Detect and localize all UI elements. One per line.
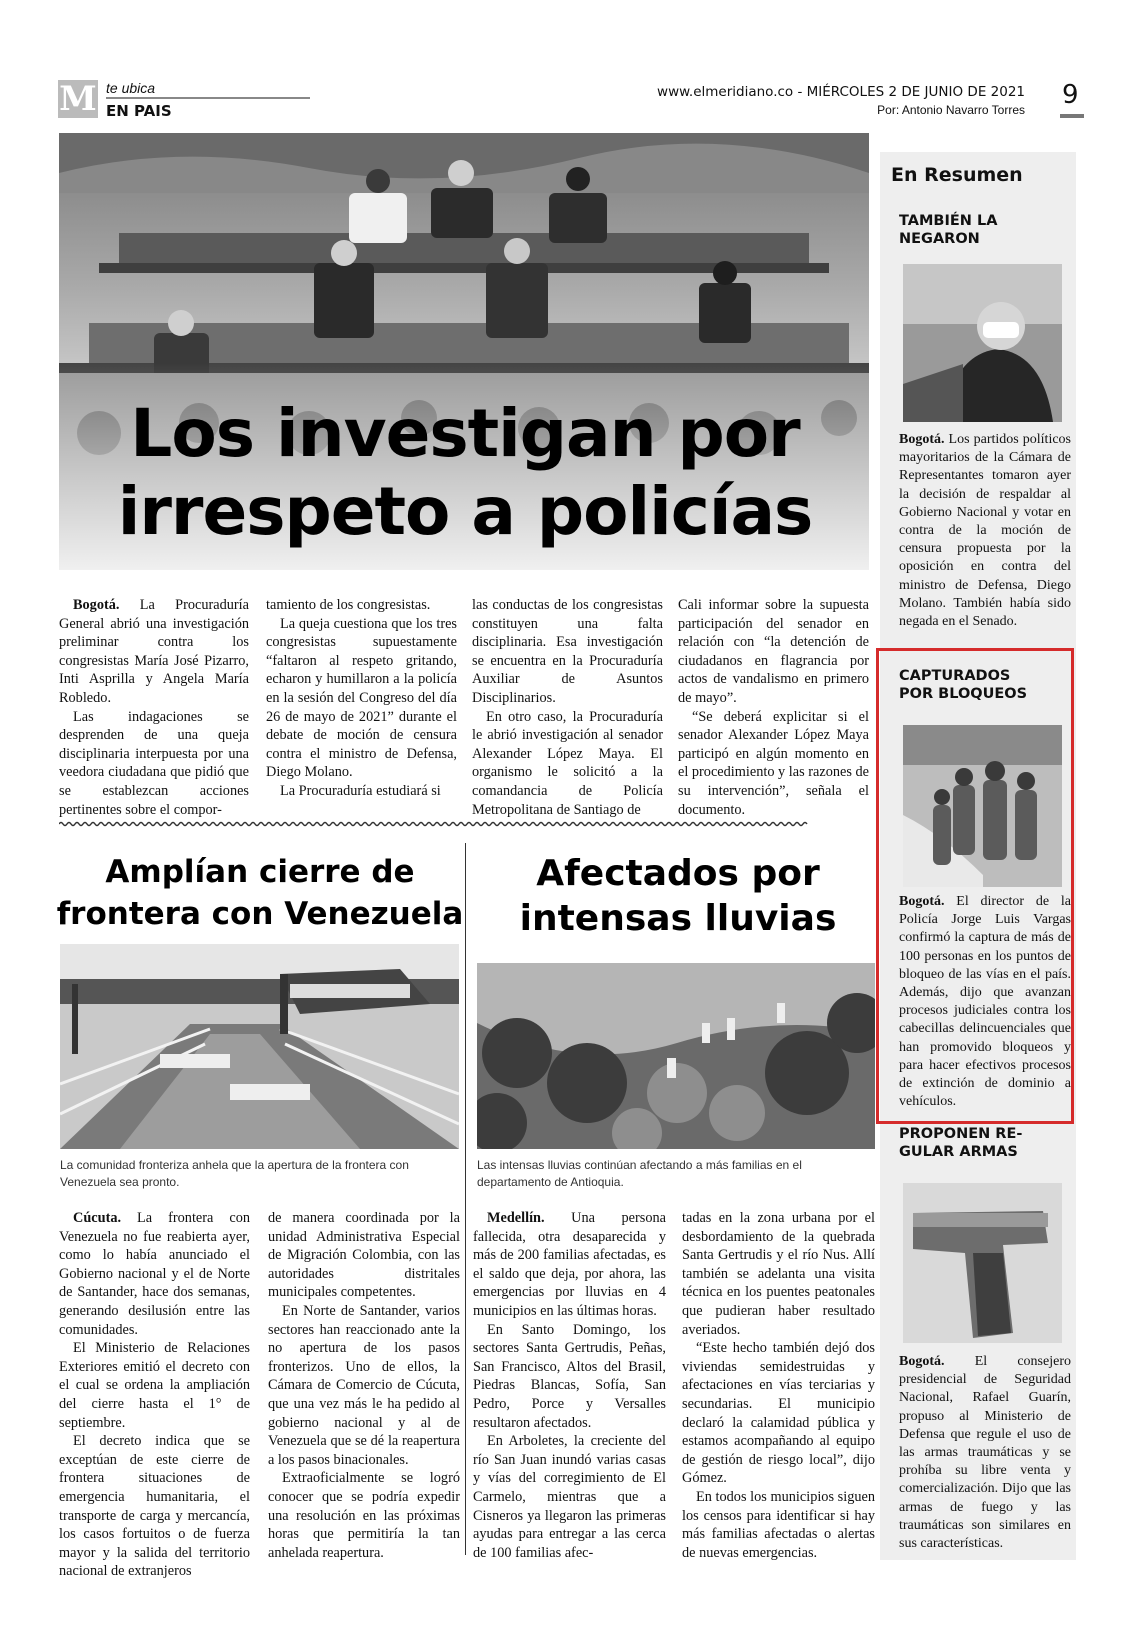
main-headline-line1: Los investigan por [130, 395, 800, 472]
rain-story-headline [473, 851, 883, 941]
section-kicker: te ubica [106, 80, 156, 96]
border-headline-line1: Amplían cierre de [105, 854, 415, 890]
dateline: Bogotá. [73, 597, 120, 613]
border-story-headline [55, 851, 465, 935]
border-story-col2: de manera coordinada por la unidad Administrativa Especial de Migración Colombia, con las autoridades distritales municipales competentes. En Norte de Santander, varios sectores han reaccionado ante la no apertura de los pasos fronterizos. Uno de ellos, la Cámara de Comercio de Cúcuta, que una vez más le ha pedido al gobierno nacional y al de Venezuela que se dé la reapertura a los pasos binacionales. Extraoficialmente se logró conocer que se podría expedir una resolución en las próximas horas que permitiría la tan anhelada reapertura. [268, 1210, 460, 1561]
main-story-col4: Cali informar sobre la supuesta participación del senador en relación con “la detención de ciudadanos en flagrancia por actos de vandalismo en primero de mayo”. “Se deberá explicitar si el senador Alexander López Maya participó en algún momento en el procedimiento y las razones de su intervención”, señala el documento. [678, 597, 869, 818]
sidebar-item1-photo [903, 264, 1062, 422]
border-headline-line2: frontera con Venezuela [56, 896, 464, 932]
dateline: Cúcuta. [73, 1210, 122, 1226]
rain-story-col1: Medellín. Una persona fallecida, otra desaparecida y más de 200 familias afectadas, es el saldo que deja, por ahora, las emergencias por lluvias en 4 municipios en las últimas horas. En Santo Domingo, los sectores Santa Gertrudis, Peñas, San Francisco, Altos del Brasil, Piedras Blancas, Sofía, San Pedro, Porce y Versalles resultaron afectados. En Arboletes, la creciente del río San Juan inundó varias casas y vías del corregimiento de El Carmelo, mientras que a Cisneros ya llegaron las primeras ayudas para entregar a las cerca de 100 familias afec- [473, 1210, 666, 1561]
rain-photo-caption: Las intensas lluvias continúan afectando a más familias en el departamento de Antioquia. [477, 1158, 802, 1189]
main-headline-line2: irrespeto a policías [117, 473, 813, 550]
sidebar-item2-photo [903, 725, 1062, 887]
main-story-col2: tamiento de los congresistas. La queja cuestiona que los tres congresistas supuestamente “faltaron al respeto gritando, echaron y humillaron a la policía en la sesión del Congreso del día 26 de mayo de 2021” durante el debate de moción de censura contra el ministro de Defensa, Diego Molano. La Procuraduría estudiará si [266, 597, 457, 799]
rain-story-col2: tadas en la zona urbana por el desbordamiento de la quebrada Santa Gertrudis y el río Nus. Allí también se adelanta una visita técnica en los puentes peatonales que pudieran haber resultado averiados. “Este hecho también dejó dos viviendas semidestruidas y afectaciones en vías terciarias y secundarias. El municipio declaró la calamidad pública y estamos acompañando al equipo de gestión de riesgo local”, dijo Gómez. En todos los municipios siguen los censos para identificar si hay más familias afectadas o alertas de nuevas emergencias. [682, 1210, 875, 1561]
page-number-rule [1060, 114, 1084, 118]
main-headline [70, 395, 860, 551]
minister-portrait-image [903, 264, 1062, 422]
sidebar-item3-heading: PROPONEN RE- GULAR ARMAS [899, 1126, 1023, 1160]
rain-headline-line1: Afectados por [536, 853, 820, 894]
landslide-image [477, 963, 875, 1149]
rain-headline-line2: intensas lluvias [519, 898, 837, 939]
sidebar-title: En Resumen [891, 164, 1023, 186]
sidebar-item2-heading: CAPTURADOS POR BLOQUEOS [899, 668, 1028, 702]
sidebar-item1-heading: TAMBIÉN LA NEGARON [899, 213, 998, 247]
sidebar-item3-photo [903, 1183, 1062, 1343]
border-crossing-image [60, 944, 459, 1149]
rain-story-photo [477, 963, 875, 1149]
sidebar-item3-text: Bogotá. El consejero presidencial de Seguridad Nacional, Rafael Guarín, propuso al Ministerio de Defensa que regule el uso de las armas traumáticas y se prohíba su libre venta y comercialización. Dijo que las armas de fuego y las traumáticas son similares en sus características. [899, 1354, 1071, 1552]
section-rule [106, 97, 310, 99]
dateline: Medellín. [487, 1210, 545, 1226]
column-separator [465, 843, 466, 1555]
border-photo-caption: La comunidad fronteriza anhela que la apertura de la frontera con Venezuela sea pronto. [60, 1158, 409, 1189]
section-divider [59, 821, 869, 827]
page-number: 9 [1062, 80, 1079, 110]
main-story-col3: las conductas de los congresistas constituyen una falta disciplinaria. Esa investigación se encuentra en la Procuraduría Auxiliar de Asuntos Disciplinarios. En otro caso, la Procuraduría le abrió investigación al senador Alexander López Maya. El organismo le solicitó a la comandancia de Policía Metropolitana de Santiago de [472, 597, 663, 818]
soldiers-arrest-image [903, 725, 1062, 887]
sidebar-item2-text: Bogotá. El director de la Policía Jorge Luis Vargas confirmó la captura de más de 100 personas en los puntos de bloqueo de las vías en el país. Además, dijo que avanzan procesos judiciales contra los cabecillas delincuenciales que han promovido bloqueos y para hacer efectivos procesos de extinción de dominio a vehículos. [899, 894, 1071, 1110]
border-story-col1: Cúcuta. La frontera con Venezuela no fue reabierta ayer, como lo había anunciado el Gobierno nacional y el de Norte de Santander, hace dos semanas, generando desilusión entre las comunidades. El Ministerio de Relaciones Exteriores emitió el decreto con el cual se ordena la ampliación del cierre hasta el 1° de septiembre. El decreto indica que se exceptúan de este cierre de frontera situaciones de emergencia humanitaria, el transporte de carga y mercancía, los casos fortuitos o de fuerza mayor y la salida del territorio nacional de extranjeros [59, 1210, 250, 1580]
newspaper-logo: M [59, 79, 97, 119]
byline: Por: Antonio Navarro Torres [877, 103, 1025, 117]
section-title: EN PAIS [106, 102, 172, 120]
site-and-date: www.elmeridiano.co - MIÉRCOLES 2 DE JUNIO DE 2021 [657, 84, 1025, 100]
sidebar-item1-text: Bogotá. Los partidos políticos mayoritarios de la Cámara de Representantes tomaron ayer la decisión de respaldar al Gobierno Nacional y votar en contra de la moción de censura propuesta por la oposición en contra del ministro de Defensa, Diego Molano. También había sido negada en el Senado. [899, 432, 1071, 630]
border-story-photo [60, 944, 459, 1149]
main-story-col1: Bogotá. La Procuraduría General abrió una investigación preliminar contra los congresistas María José Pizarro, Inti Asprilla y Angela María Robledo. Las indagaciones se desprenden de una queja disciplinaria interpuesta por una veedora ciudadana que pidió que se establezcan acciones pertinentes sobre el compor- [59, 597, 249, 818]
handgun-image [903, 1183, 1062, 1343]
